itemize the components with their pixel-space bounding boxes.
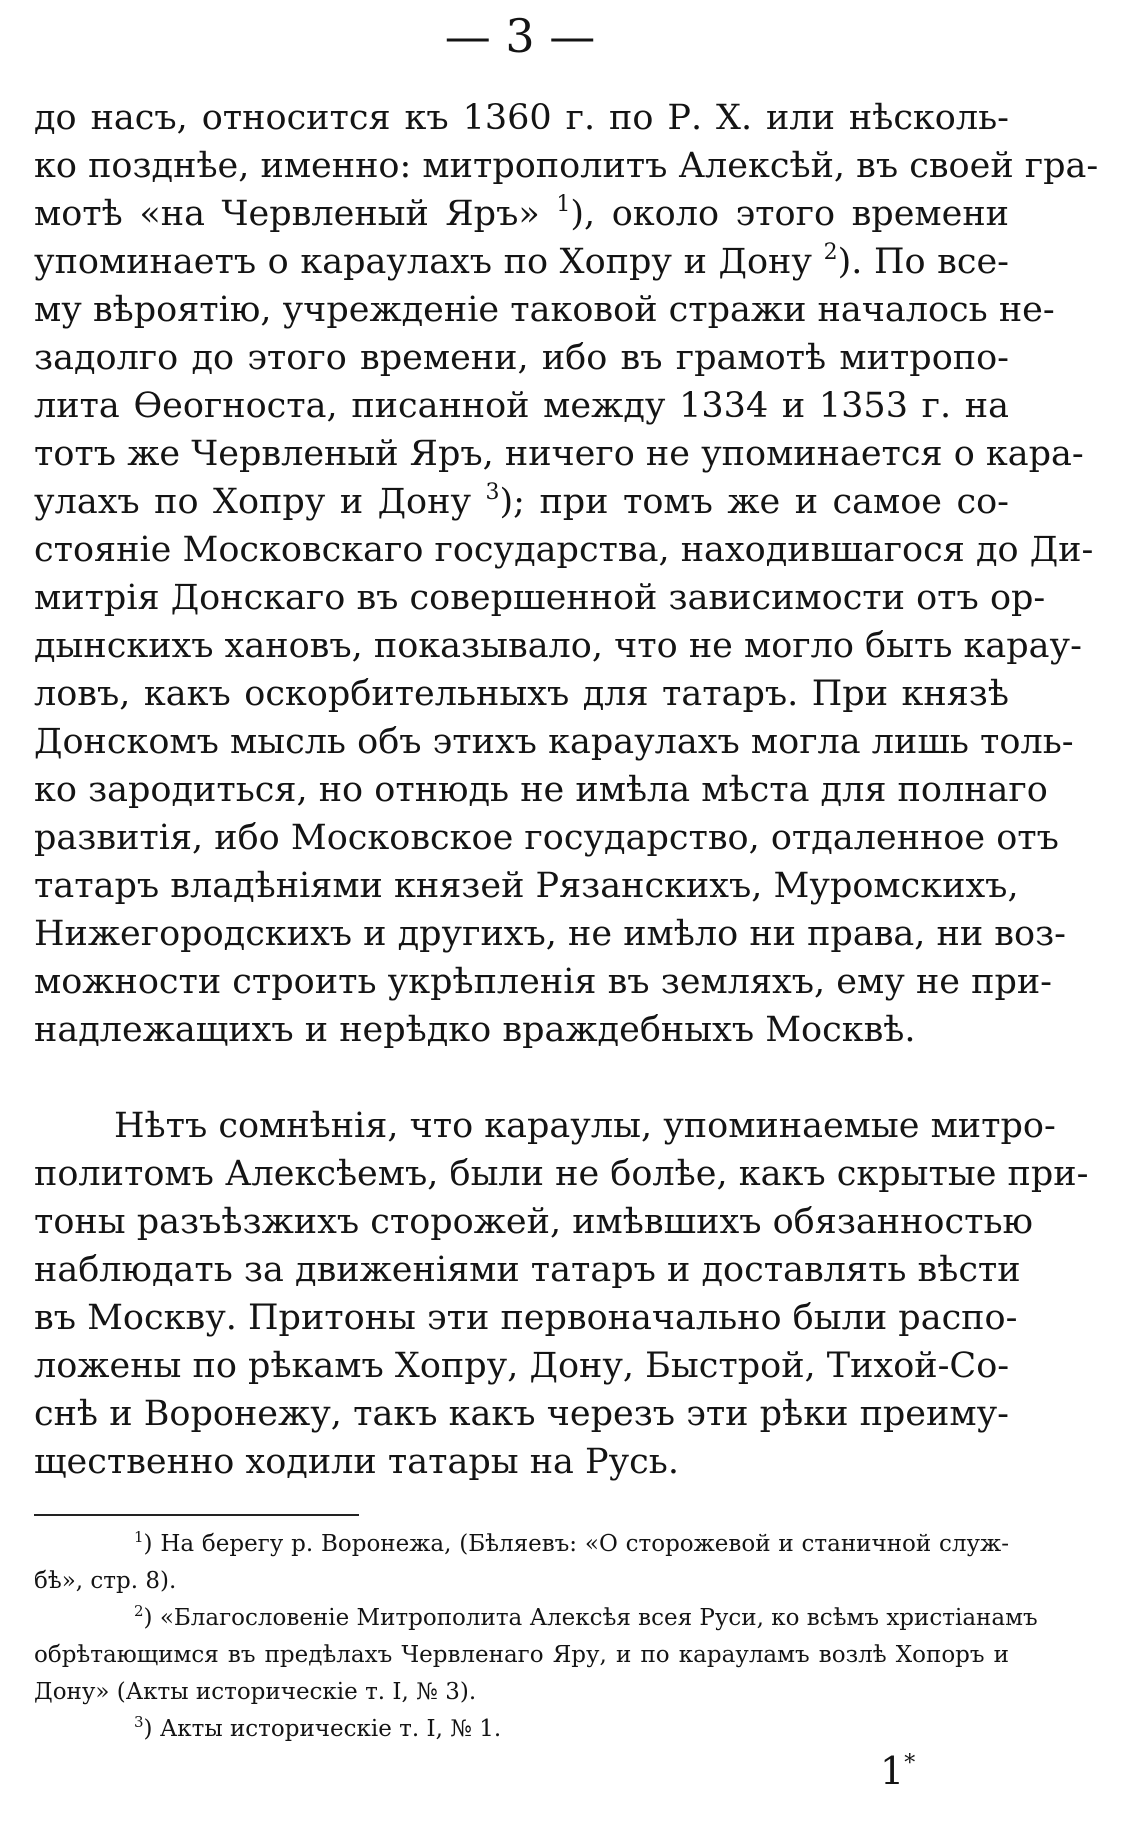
text-line: щественно ходили татары на Русь. — [34, 1442, 679, 1482]
text-line: Нижегородскихъ и другихъ, не имѣло ни права, ни воз- — [34, 914, 1066, 954]
footnote-text: ) На берегу р. Воронежа, (Бѣляевъ: «О сторожевой и станичной служ- — [143, 1531, 1009, 1557]
footnote-2 — [34, 1600, 1038, 1711]
main-text — [34, 94, 1099, 1486]
text-line: дынскихъ хановъ, показывало, что не могло быть карау- — [34, 626, 1082, 666]
text-line: му вѣроятію, учрежденіе таковой стражи началось не- — [34, 290, 1055, 330]
text-line: до насъ, относится къ 1360 г. по Р. Х. или нѣсколь- — [34, 98, 1009, 138]
footnote-line: бѣ», стр. 8). — [34, 1568, 177, 1594]
text-line: митрія Донскаго въ совершенной зависимости отъ ор- — [34, 578, 1046, 618]
text-segment: ), около этого времени — [570, 194, 1010, 234]
text-line: политомъ Алексѣемъ, были не болѣе, какъ скрытые при- — [34, 1154, 1089, 1194]
footnote-mark: 1 — [134, 1528, 144, 1546]
footnote-3 — [34, 1711, 1009, 1748]
footnote-ref-3: 3 — [485, 480, 500, 505]
footnotes — [34, 1526, 1038, 1748]
printer-signature — [880, 1748, 915, 1794]
footnote-1 — [34, 1526, 1009, 1600]
footnote-mark: 3 — [134, 1713, 144, 1731]
footnote-line — [34, 1600, 1038, 1637]
footnote-line — [34, 1711, 1009, 1748]
text-segment: упоминаетъ о караулахъ по Хопру и Дону — [34, 242, 812, 282]
text-line: стояніе Московскаго государства, находившагося до Ди- — [34, 530, 1094, 570]
paragraph-1 — [34, 94, 1099, 1054]
text-line: снѣ и Воронежу, такъ какъ черезъ эти рѣки преиму- — [34, 1394, 1009, 1434]
text-line: лита Ѳеогноста, писанной между 1334 и 1353 г. на — [34, 386, 1009, 426]
footnote-ref-2: 2 — [823, 240, 838, 265]
text-line: ко позднѣе, именно: митрополитъ Алексѣй, въ своей гра- — [34, 146, 1099, 186]
text-line: надлежащихъ и нерѣдко враждебныхъ Москвѣ. — [34, 1010, 916, 1050]
text-segment: улахъ по Хопру и Дону — [34, 482, 472, 522]
text-line: можности строить укрѣпленія въ земляхъ, ему не при- — [34, 962, 1053, 1002]
footnote-line: обрѣтающимся въ предѣлахъ Червленаго Яру, и по карауламъ возлѣ Хопоръ и — [34, 1642, 1009, 1668]
text-line: ловъ, какъ оскорбительныхъ для татаръ. При князѣ — [34, 674, 1009, 714]
footnote-line — [34, 1526, 1009, 1563]
text-line: тотъ же Червленый Яръ, ничего не упоминается о кара- — [34, 434, 1084, 474]
text-line: въ Москву. Притоны эти первоначально были распо- — [34, 1298, 1018, 1338]
footnote-text: ) «Благословеніе Митрополита Алексѣя всея Руси, ко всѣмъ христіанамъ — [143, 1605, 1038, 1631]
text-line: тоны разъѣзжихъ сторожей, имѣвшихъ обязанностью — [34, 1202, 1033, 1242]
text-line: наблюдать за движеніями татаръ и доставлять вѣсти — [34, 1250, 1021, 1290]
signature-number: 1 — [880, 1749, 905, 1793]
text-line — [34, 478, 1009, 526]
text-line — [34, 190, 1009, 238]
paragraph-2 — [34, 1102, 1089, 1486]
footnote-line: Дону» (Акты историческіе т. I, № 3). — [34, 1679, 477, 1705]
text-segment: мотѣ «на Червленый Яръ» — [34, 194, 540, 234]
text-line: татаръ владѣніями князей Рязанскихъ, Муромскихъ, — [34, 866, 1019, 906]
text-line: ко зародиться, но отнюдь не имѣла мѣста для полнаго — [34, 770, 1048, 810]
text-segment: ); при томъ же и самое со- — [499, 482, 1009, 522]
footnote-text: ) Акты историческіе т. I, № 1. — [143, 1716, 502, 1742]
page-number: — 3 — — [444, 9, 596, 63]
footnote-mark: 2 — [134, 1602, 144, 1620]
text-line: ложены по рѣкамъ Хопру, Дону, Быстрой, Тихой-Со- — [34, 1346, 1010, 1386]
footnote-rule — [34, 1514, 359, 1516]
text-line: задолго до этого времени, ибо въ грамотѣ митропо- — [34, 338, 1009, 378]
text-line — [34, 238, 1009, 286]
text-line: Донскомъ мысль объ этихъ караулахъ могла лишь толь- — [34, 722, 1074, 762]
paragraph-gap — [34, 1054, 1009, 1102]
signature-mark: * — [904, 1751, 916, 1776]
text-line: Нѣтъ сомнѣнія, что караулы, упоминаемые митро- — [114, 1106, 1056, 1146]
footnote-ref-1: 1 — [556, 192, 571, 217]
text-line: развитія, ибо Московское государство, отдаленное отъ — [34, 818, 1059, 858]
text-segment: ). По все- — [837, 242, 1009, 282]
